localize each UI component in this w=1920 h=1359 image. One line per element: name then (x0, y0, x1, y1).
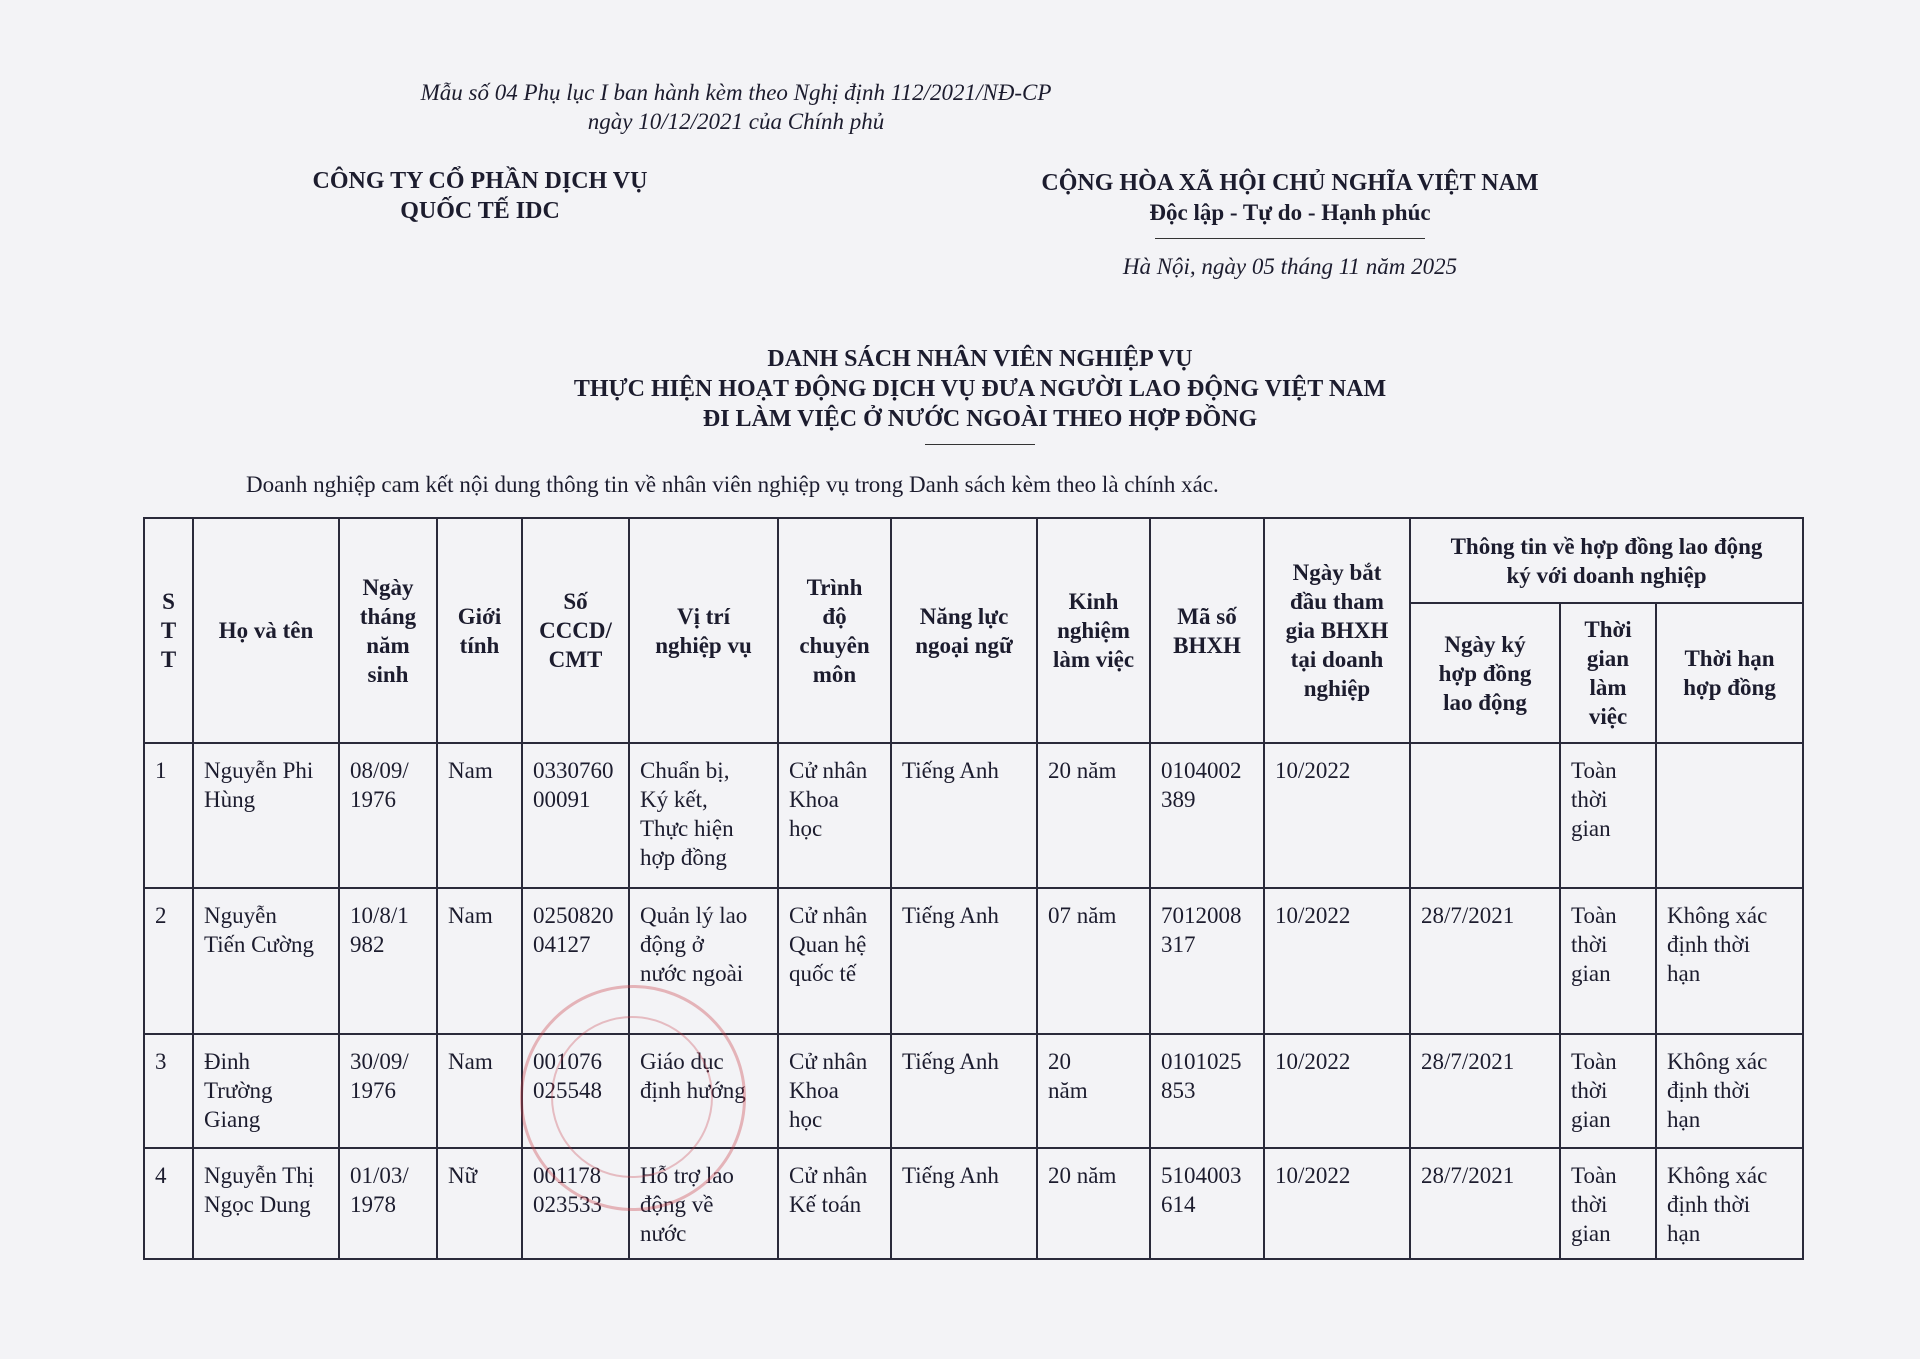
form-reference-line-2: ngày 10/12/2021 của Chính phủ (587, 109, 885, 134)
header-experience: Kinh nghiệm làm việc (1037, 518, 1150, 743)
cell-education: Cử nhân Khoa học (778, 743, 891, 888)
cell-contract-term: Không xác định thời hạn (1656, 1034, 1803, 1148)
place-date: Hà Nội, ngày 05 tháng 11 năm 2025 (1122, 254, 1458, 279)
cell-contract-date: 28/7/2021 (1410, 888, 1560, 1034)
form-reference (236, 78, 1236, 136)
company-name-line-1: CÔNG TY CỔ PHẦN DỊCH VỤ (312, 168, 648, 194)
cell-name: Nguyễn Thị Ngọc Dung (193, 1148, 339, 1259)
cell-contract-date: 28/7/2021 (1410, 1148, 1560, 1259)
table-row (144, 1148, 1803, 1259)
header-insurance-start: Ngày bắt đầu tham gia BHXH tại doanh nghiệp (1264, 518, 1410, 743)
company-name-line-2: QUỐC TẾ IDC (400, 198, 560, 224)
cell-gender: Nam (437, 888, 522, 1034)
title-underline (925, 444, 1035, 445)
header-id-number: Số CCCD/ CMT (522, 518, 629, 743)
cell-insurance-start: 10/2022 (1264, 1034, 1410, 1148)
cell-experience: 20 năm (1037, 1148, 1150, 1259)
header-insurance-number: Mã số BHXH (1150, 518, 1264, 743)
cell-stt: 3 (144, 1034, 193, 1148)
table-row (144, 743, 1803, 888)
cell-insurance-start: 10/2022 (1264, 1148, 1410, 1259)
cell-contract-term (1656, 743, 1803, 888)
document-title-line-1: DANH SÁCH NHÂN VIÊN NGHIỆP VỤ (767, 346, 1193, 372)
motto-underline (1155, 238, 1425, 239)
cell-education: Cử nhân Khoa học (778, 1034, 891, 1148)
cell-name: Nguyễn Phi Hùng (193, 743, 339, 888)
national-heading (1010, 168, 1570, 239)
company-name (240, 166, 720, 226)
cell-contract-term: Không xác định thời hạn (1656, 888, 1803, 1034)
cell-insurance-start: 10/2022 (1264, 888, 1410, 1034)
national-name: CỘNG HÒA XÃ HỘI CHỦ NGHĨA VIỆT NAM (1041, 170, 1539, 196)
cell-id-number: 001178 023533 (522, 1148, 629, 1259)
cell-insurance-start: 10/2022 (1264, 743, 1410, 888)
commitment-statement: Doanh nghiệp cam kết nội dung thông tin về nhân viên nghiệp vụ trong Danh sách kèm theo là chính xác. (246, 472, 1219, 497)
cell-position: Quản lý lao động ở nước ngoài (629, 888, 778, 1034)
cell-experience: 07 năm (1037, 888, 1150, 1034)
cell-language: Tiếng Anh (891, 1034, 1037, 1148)
document-title (360, 344, 1600, 445)
cell-dob: 10/8/1 982 (339, 888, 437, 1034)
cell-work-time: Toàn thời gian (1560, 888, 1656, 1034)
header-language: Năng lực ngoại ngữ (891, 518, 1037, 743)
cell-experience: 20 năm (1037, 1034, 1150, 1148)
header-contract-term: Thời hạn hợp đồng (1656, 603, 1803, 743)
cell-stt: 4 (144, 1148, 193, 1259)
cell-position: Hỗ trợ lao động về nước (629, 1148, 778, 1259)
cell-stt: 2 (144, 888, 193, 1034)
cell-insurance-number: 7012008 317 (1150, 888, 1264, 1034)
cell-language: Tiếng Anh (891, 888, 1037, 1034)
table-header-row-1 (144, 518, 1803, 603)
cell-id-number: 0330760 00091 (522, 743, 629, 888)
cell-position: Chuẩn bị, Ký kết, Thực hiện hợp đồng (629, 743, 778, 888)
table-row (144, 1034, 1803, 1148)
cell-contract-term: Không xác định thời hạn (1656, 1148, 1803, 1259)
cell-stt: 1 (144, 743, 193, 888)
cell-contract-date: 28/7/2021 (1410, 1034, 1560, 1148)
cell-dob: 30/09/ 1976 (339, 1034, 437, 1148)
cell-work-time: Toàn thời gian (1560, 1148, 1656, 1259)
cell-insurance-number: 0101025 853 (1150, 1034, 1264, 1148)
cell-gender: Nữ (437, 1148, 522, 1259)
cell-work-time: Toàn thời gian (1560, 1034, 1656, 1148)
company-seal (520, 985, 746, 1211)
cell-language: Tiếng Anh (891, 743, 1037, 888)
cell-work-time: Toàn thời gian (1560, 743, 1656, 888)
table-row (144, 888, 1803, 1034)
cell-education: Cử nhân Kế toán (778, 1148, 891, 1259)
national-motto: Độc lập - Tự do - Hạnh phúc (1149, 200, 1431, 225)
header-name: Họ và tên (193, 518, 339, 743)
staff-table (143, 517, 1804, 1260)
header-work-time: Thời gian làm việc (1560, 603, 1656, 743)
cell-gender: Nam (437, 1034, 522, 1148)
cell-dob: 01/03/ 1978 (339, 1148, 437, 1259)
header-contract-date: Ngày ký hợp đồng lao động (1410, 603, 1560, 743)
cell-dob: 08/09/ 1976 (339, 743, 437, 888)
cell-name: Đinh Trường Giang (193, 1034, 339, 1148)
header-gender: Giới tính (437, 518, 522, 743)
document-title-line-2: THỰC HIỆN HOẠT ĐỘNG DỊCH VỤ ĐƯA NGƯỜI LAO ĐỘNG VIỆT NAM (573, 376, 1387, 402)
cell-education: Cử nhân Quan hệ quốc tế (778, 888, 891, 1034)
cell-name: Nguyễn Tiến Cường (193, 888, 339, 1034)
cell-id-number: 001076 025548 (522, 1034, 629, 1148)
header-contract-group: Thông tin về hợp đồng lao động ký với doanh nghiệp (1410, 518, 1803, 603)
header-dob: Ngày tháng năm sinh (339, 518, 437, 743)
cell-insurance-number: 0104002 389 (1150, 743, 1264, 888)
cell-language: Tiếng Anh (891, 1148, 1037, 1259)
cell-contract-date (1410, 743, 1560, 888)
cell-experience: 20 năm (1037, 743, 1150, 888)
cell-id-number: 0250820 04127 (522, 888, 629, 1034)
cell-insurance-number: 5104003 614 (1150, 1148, 1264, 1259)
document-title-line-3: ĐI LÀM VIỆC Ở NƯỚC NGOÀI THEO HỢP ĐỒNG (702, 406, 1258, 432)
header-education: Trình độ chuyên môn (778, 518, 891, 743)
cell-position: Giáo dục định hướng (629, 1034, 778, 1148)
header-position: Vị trí nghiệp vụ (629, 518, 778, 743)
cell-gender: Nam (437, 743, 522, 888)
header-stt: S T T (144, 518, 193, 743)
form-reference-line-1: Mẫu số 04 Phụ lục I ban hành kèm theo Nghị định 112/2021/NĐ-CP (420, 80, 1052, 105)
